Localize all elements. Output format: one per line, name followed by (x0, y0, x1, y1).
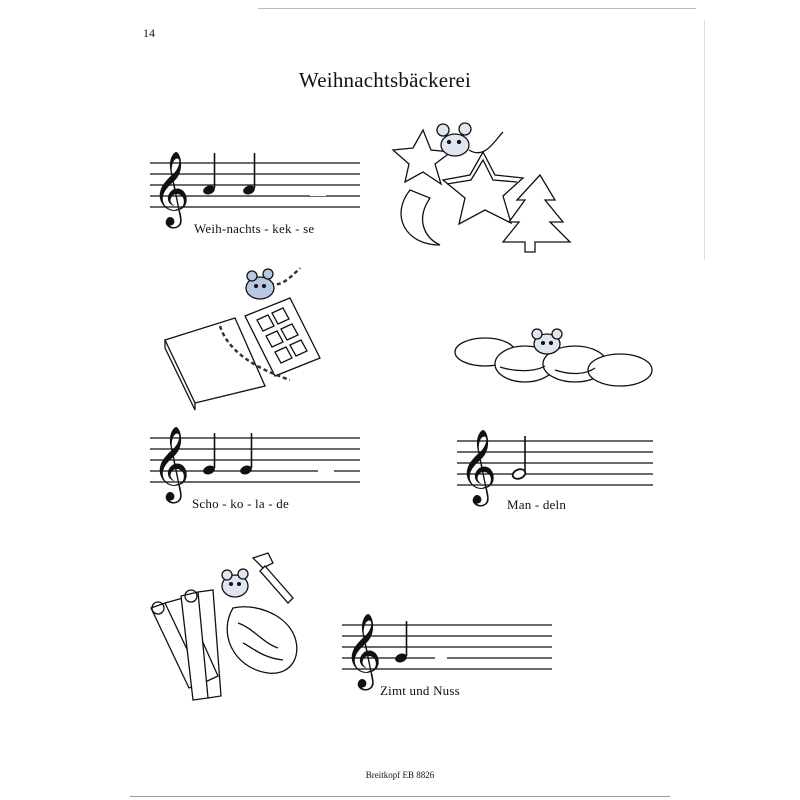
bottom-rule (130, 796, 670, 797)
treble-clef-icon (459, 430, 497, 507)
chocolate-bar-with-mouse-icon (160, 268, 330, 408)
cinnamon-walnut-mouse-icon (143, 548, 313, 708)
page-title: Weihnachtsbäckerei (298, 68, 472, 92)
cookies-with-mouse-icon (385, 120, 585, 270)
staff-schokolade (148, 415, 368, 505)
top-rule (258, 8, 696, 9)
svg-text:𝄞: 𝄞 (152, 427, 190, 501)
staff-zimt (340, 602, 560, 692)
quarter-note-icon (202, 433, 216, 476)
treble-clef-icon (344, 614, 382, 691)
svg-text:𝄞: 𝄞 (344, 614, 382, 688)
half-note-icon (511, 436, 526, 480)
staff-mandeln (455, 418, 665, 508)
treble-clef-icon (152, 152, 190, 229)
quarter-note-icon (394, 621, 408, 664)
almonds-with-mouse-icon (455, 322, 655, 392)
staff-kekse (148, 140, 368, 230)
lyrics-kekse: Weih-nachts - kek - se (194, 221, 315, 236)
treble-clef-icon (152, 427, 190, 504)
footer-catalog-number: Breitkopf EB 8826 (365, 770, 435, 780)
page-number: 14 (143, 26, 155, 40)
margin-rule (704, 20, 705, 260)
lyrics-mandeln: Man - deln (507, 497, 567, 512)
svg-text:𝄞: 𝄞 (459, 430, 497, 504)
lyrics-zimt: Zimt und Nuss (380, 683, 460, 698)
quarter-note-icon (239, 433, 253, 476)
lyrics-schokolade: Scho - ko - la - de (192, 496, 289, 511)
svg-text:𝄞: 𝄞 (152, 152, 190, 226)
